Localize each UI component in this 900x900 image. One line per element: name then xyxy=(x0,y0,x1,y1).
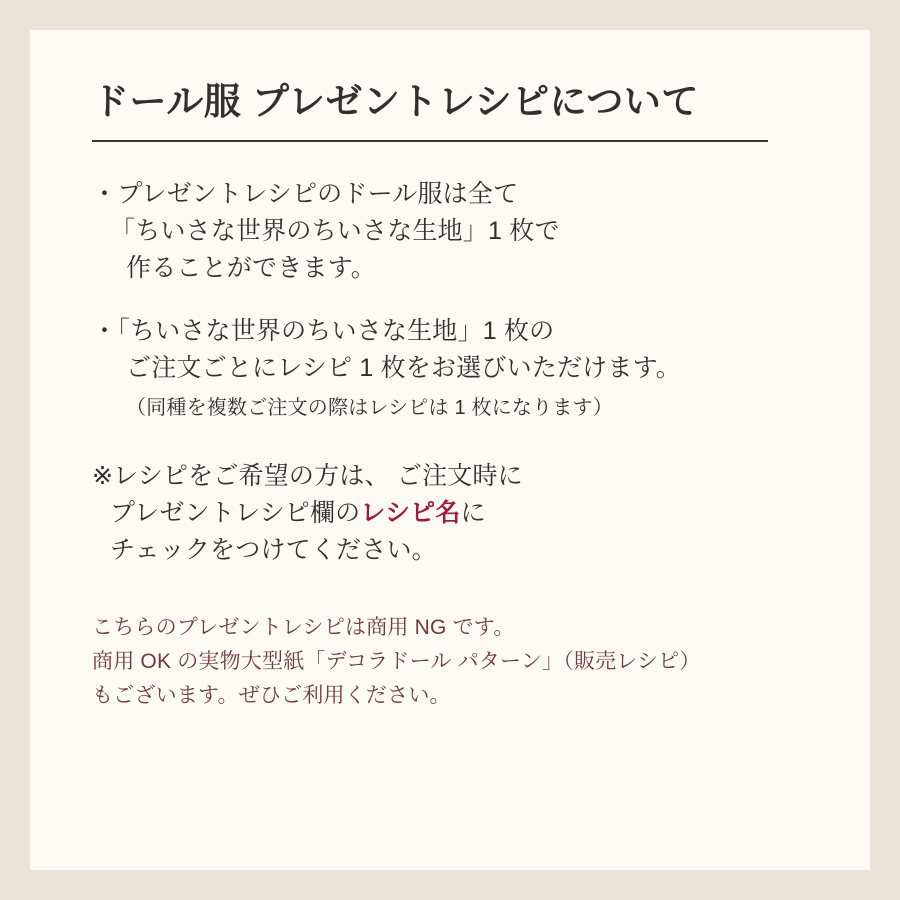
bullet-1-line-3: 作ることができます。 xyxy=(126,254,377,283)
footer-line-1: こちらのプレゼントレシピは商用 NG です。 xyxy=(92,616,515,640)
bullet-item-2 xyxy=(92,313,808,420)
notice-line-3: チェックをつけてください。 xyxy=(110,536,437,565)
notice-block xyxy=(92,458,808,569)
notice-line-2 xyxy=(92,495,808,532)
content-card xyxy=(30,30,870,870)
bullet-1-line-1: ・プレゼントレシピのドール服は全て xyxy=(92,180,519,209)
bullet-2-note: （同種を複数ご注文の際はレシピは 1 枚になります） xyxy=(126,397,613,420)
title-divider xyxy=(92,140,768,142)
notice-line-2-prefix: プレゼントレシピ欄の xyxy=(110,499,361,528)
bullet-2-line-1: ・「ちいさな世界のちいさな生地」1 枚の xyxy=(92,317,555,346)
footer-note xyxy=(92,611,808,713)
bullet-item-1 xyxy=(92,176,808,287)
bullet-2-text xyxy=(92,313,808,387)
bullet-2-line-2: ご注文ごとにレシピ 1 枚をお選びいただけます。 xyxy=(126,354,681,383)
page-title: ドール服 プレゼントレシピについて xyxy=(92,81,699,122)
footer-line-2: 商用 OK の実物大型紙「デコラドール パターン」（販売レシピ） xyxy=(92,650,701,674)
recipe-name-highlight: レシピ名 xyxy=(360,499,461,528)
bullet-1-text xyxy=(92,176,808,287)
notice-line-1: ※レシピをご希望の方は、 ご注文時に xyxy=(92,462,523,491)
notice-line-2-suffix: に xyxy=(460,499,486,528)
bullet-1-line-2: 「ちいさな世界のちいさな生地」1 枚で xyxy=(110,217,560,246)
content-inner xyxy=(92,78,808,713)
footer-line-3: もございます。ぜひご利用ください。 xyxy=(92,684,451,708)
